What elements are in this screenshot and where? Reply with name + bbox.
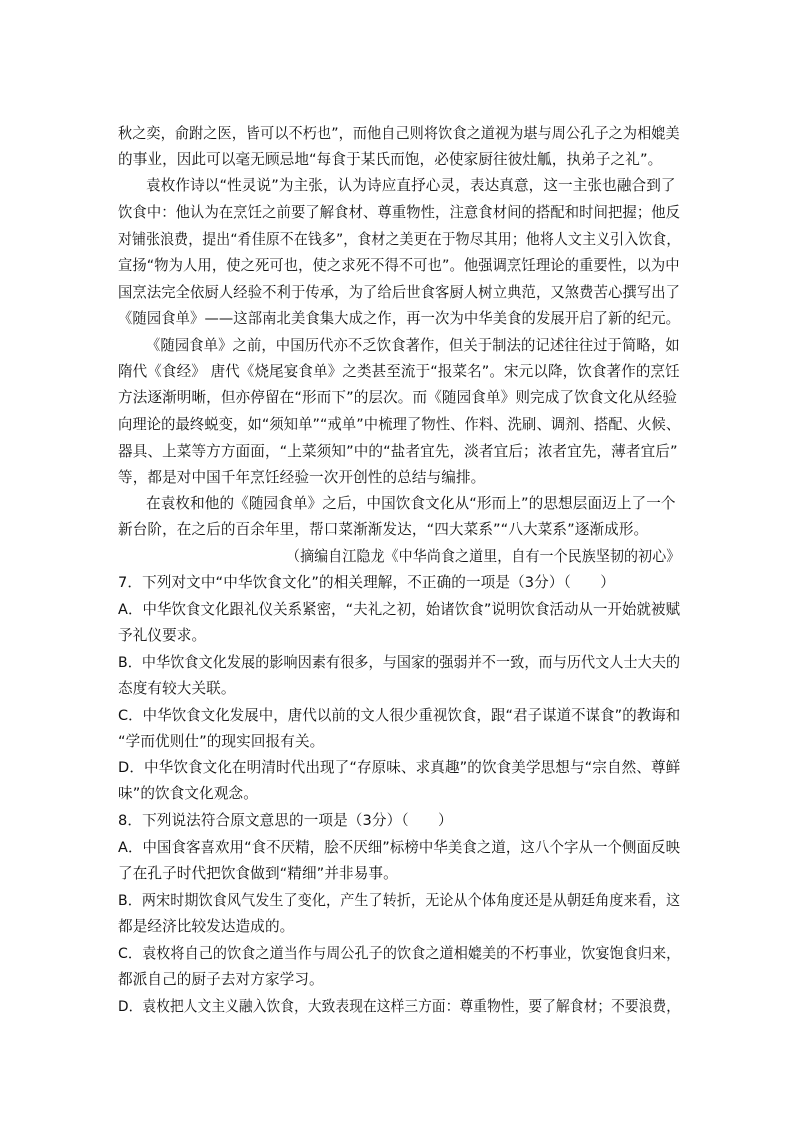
option-8b: B．两宋时期饮食风气发生了变化，产生了转折，无论从个体角度还是从朝廷角度来看，这 [118,892,681,909]
text-line: 对铺张浪费，提出“肴佳原不在钱多”，食材之美更在于物尽其用；他将人文主义引入饮食， [118,231,681,248]
option-7b-cont: 态度有较大关联。 [118,680,236,697]
option-8a-cont: 了在孔子时代把饮食做到“精细”并非易事。 [118,865,398,882]
text-line: 秋之奕，俞跗之医，皆可以不朽也”，而他自己则将饮食之道视为堪与周公孔子之为相媲美 [118,125,680,142]
option-7a: A．中华饮食文化跟礼仪关系紧密，“夫礼之初，始诸饮食”说明饮食活动从一开始就被赋 [118,601,681,618]
text-line: 国烹法完全依厨人经验不利于传承，为了给后世食客厨人树立典范，又煞费苦心撰写出了 [118,284,681,301]
option-7c: C．中华饮食文化发展中，唐代以前的文人很少重视饮食，跟“君子谋道不谋食”的教诲和 [118,707,681,724]
text-line: 饮食中：他认为在烹饪之前要了解食材、尊重物性，注意食材间的搭配和时间把握；他反 [118,204,681,221]
option-7b: B．中华饮食文化发展的影响因素有很多，与国家的强弱并不一致，而与历代文人士大夫的 [118,654,681,671]
text-line: 方法逐渐明晰，但亦停留在“形而下”的层次。而《随园食单》则完成了饮食文化从经验 [118,389,677,406]
text-line: 《随园食单》之前，中国历代亦不乏饮食著作，但关于制法的记述往往过于简略，如 [146,337,680,354]
option-7d: D．中华饮食文化在明清时代出现了“存原味、求真趣”的饮食美学思想与“宗自然、尊鲜 [118,759,681,776]
option-8d: D．袁枚把人文主义融入饮食，大致表现在这样三方面：尊重物性，要了解食材；不要浪费， [118,998,681,1015]
text-line: 《随园食单》——这部南北美食集大成之作，再一次为中华美食的发展开启了新的纪元。 [118,310,681,327]
option-8c-cont: 都派自己的厨子去对方家学习。 [118,971,324,988]
option-7c-cont: “学而优则仕”的现实回报有关。 [118,733,325,750]
source-citation: （摘编自江隐龙《中华尚食之道里，自有一个民族坚韧的初心》 [286,548,681,565]
text-line: 向理论的最终蜕变，如“须知单”“戒单”中梳理了物性、作料、洗刷、调剂、搭配、火候、 [118,416,681,433]
text-line: 袁枚作诗以“性灵说”为主张，认为诗应直抒心灵，表达真意，这一主张也融合到了 [146,177,676,194]
option-7d-cont: 味”的饮食文化观念。 [118,785,258,802]
question-8-stem: 8．下列说法符合原文意思的一项是（3分）（ ） [118,812,453,829]
option-8c: C．袁枚将自己的饮食之道当作与周公孔子的饮食之道相媲美的不朽事业，饮宴饱食归来， [118,945,681,962]
text-line: 的事业，因此可以毫无顾忌地“每食于某氏而饱，必使家厨往彼灶觚，执弟子之礼”。 [118,151,663,168]
option-8b-cont: 都是经济比较发达造成的。 [118,918,295,935]
text-line: 隋代《食经》 唐代《烧尾宴食单》之类甚至流于“报菜名”。宋元以降，饮食著作的烹饪 [118,363,680,380]
option-7a-cont: 予礼仪要求。 [118,627,207,644]
text-line: 宣扬“物为人用，使之死可也，使之求死不得不可也”。他强调烹饪理论的重要性，以为中 [118,257,680,274]
option-8a: A．中国食客喜欢用“食不厌精，脍不厌细”标榜中华美食之道，这八个字从一个侧面反映 [118,839,681,856]
text-line: 新台阶，在之后的百余年里，帮口菜渐渐发达，“四大菜系”“八大菜系”逐渐成形。 [118,521,649,538]
text-line: 器具、上菜等方方面面，“上菜须知”中的“盐者宜先，淡者宜后；浓者宜先，薄者宜后” [118,443,678,460]
text-line: 等，都是对中国千年烹饪经验一次开创性的总结与编排。 [118,469,486,486]
text-line: 在袁枚和他的《随园食单》之后，中国饮食文化从“形而上”的思想层面迈上了一个 [146,495,676,512]
question-7-stem: 7．下列对文中“中华饮食文化”的相关理解，不正确的一项是（3分）（ ） [118,574,615,591]
